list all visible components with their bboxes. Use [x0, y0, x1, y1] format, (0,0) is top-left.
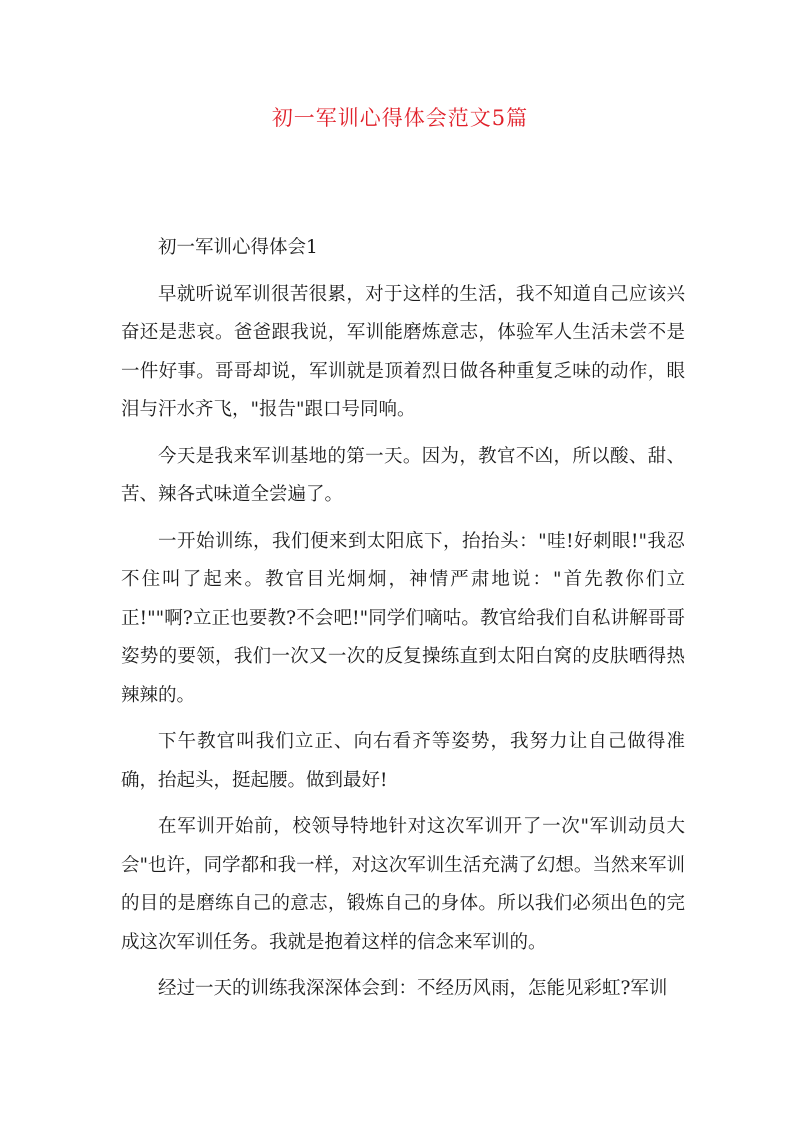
paragraph-1: 早就听说军训很苦很累，对于这样的生活，我不知道自己应该兴奋还是悲哀。爸爸跟我说，军训能磨炼意志，体验军人生活未尝不是一件好事。哥哥却说，军训就是顶着烈日做各种重复乏味的动作，眼泪与汗水齐飞，"报告"跟口号同响。 — [121, 283, 685, 420]
paragraph-5: 在军训开始前，校领导特地针对这次军训开了一次"军训动员大会"也许，同学都和我一样，对这次军训生活充满了幻想。当然来军训的目的是磨练自己的意志，锻炼自己的身体。所以我们必须出色的完成这次军训任务。我就是抱着这样的信念来军训的。 — [121, 816, 685, 953]
document-body — [121, 229, 685, 1017]
paragraph-2: 今天是我来军训基地的第一天。因为，教官不凶，所以酸、甜、苦、辣各式味道全尝遍了。 — [121, 445, 685, 505]
paragraph-4: 下午教官叫我们立正、向右看齐等姿势，我努力让自己做得准确，抬起头，挺起腰。做到最好! — [121, 731, 685, 791]
section-heading: 初一军训心得体会1 — [158, 237, 318, 258]
document-title: 初一军训心得体会范文5篇 — [271, 106, 529, 130]
paragraph-3: 一开始训练，我们便来到太阳底下，抬抬头："哇!好刺眼!"我忍不住叫了起来。教官目光炯炯，神情严肃地说："首先教你们立正!""啊?立正也要教?不会吧!"同学们嘀咕。教官给我们自私讲解哥哥姿势的要领，我们一次又一次的反复操练直到太阳白窝的皮肤晒得热辣辣的。 — [121, 530, 685, 706]
paragraph-6: 经过一天的训练我深深体会到：不经历风雨，怎能见彩虹?军训 — [158, 978, 668, 999]
